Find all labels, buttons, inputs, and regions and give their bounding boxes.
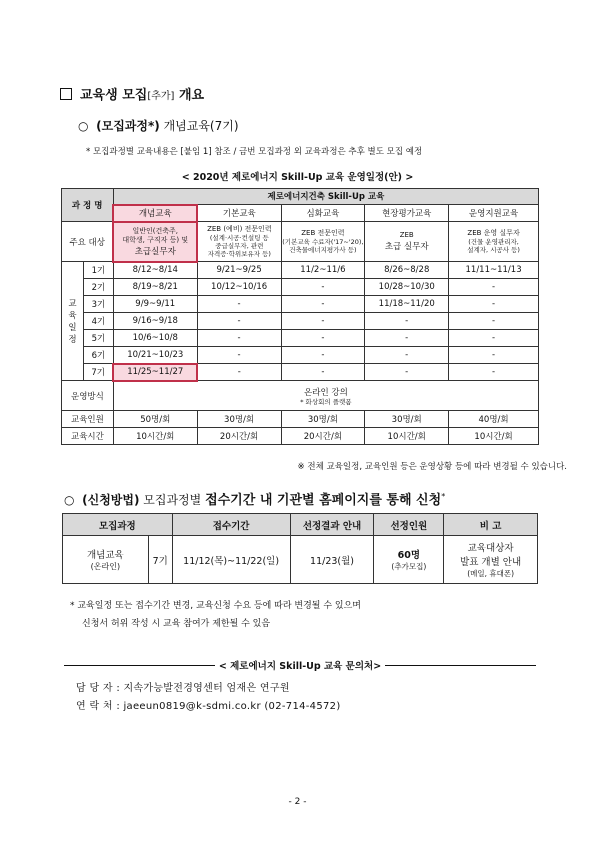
trainees-cell: 30명/회 [365,411,449,428]
heading-title-end: 개요 [174,88,205,103]
apply-count: 60명 [397,550,421,561]
schedule-cell: - [365,313,449,330]
apply-remark-cell [444,536,538,584]
target-text: (건물 운영관리자, [468,238,519,246]
term-cell: 1기 [83,262,113,279]
schedule-caption: < 2020년 제로에너지 Skill-Up 교육 운영일정(안) > [181,172,414,183]
schedule-cell: - [197,330,281,347]
schedule-cell: 9/9~9/11 [113,296,197,313]
period-label: 교육일정 [62,262,84,381]
apply-header: 선정결과 안내 [290,514,374,536]
contact-reach: 연 락 처 : jaeeun0819@k-sdmi.co.kr (02-714-4572) [76,701,341,712]
trainees-cell: 30명/회 [197,411,281,428]
schedule-footnote: ※ 전체 교육일정, 교육인원 등은 운영상황 등에 따라 변경될 수 있습니다. [297,462,567,472]
schedule-cell: 8/26~8/28 [365,262,449,279]
target-cell [365,222,449,262]
target-cell [449,222,539,262]
contact-title [64,658,536,672]
apply-header: 비 고 [444,514,538,536]
trainees-cell: 30명/회 [281,411,365,428]
apply-header: 선정인원 [374,514,444,536]
target-cell [197,222,281,262]
apply-count-sub: (추가모집) [391,562,427,571]
recruit-label: (모집과정*) [96,119,160,133]
term-cell: 2기 [83,279,113,296]
target-text: ZEB 운영 실무자 [467,229,520,237]
schedule-cell: - [449,296,539,313]
schedule-cell: - [281,347,365,364]
schedule-cell: - [449,330,539,347]
schedule-cell: - [281,364,365,381]
term-cell: 6기 [83,347,113,364]
apply-course-sub: (온라인) [90,562,121,571]
schedule-cell: - [281,279,365,296]
schedule-cell: 8/12~8/14 [113,262,197,279]
recruit-text: 개념교육(7기) [159,119,239,133]
schedule-cell: 11/18~11/20 [365,296,449,313]
hours-cell: 20시간/회 [197,428,281,445]
schedule-cell: 10/12~10/16 [197,279,281,296]
header-course-name: 과 정 명 [62,189,114,222]
schedule-cell: - [197,347,281,364]
hours-cell: 20시간/회 [281,428,365,445]
schedule-cell: - [365,330,449,347]
hours-cell: 10시간/회 [449,428,539,445]
schedule-cell: - [365,364,449,381]
schedule-cell: - [281,296,365,313]
apply-label: (신청방법) [82,493,140,507]
apply-table [62,513,538,584]
schedule-cell: - [449,364,539,381]
schedule-row [62,279,539,296]
term-cell: 4기 [83,313,113,330]
contact-title-text: < 제로에너지 Skill-Up 교육 문의처> [215,661,385,672]
apply-text: 모집과정별 [139,493,206,507]
target-text: 대학생, 구직자 등) 및 [122,235,189,244]
apply-course-name: 개념교육 [87,550,124,561]
course-header: 개념교육 [113,205,197,222]
target-text: 초급실무자 [134,246,176,257]
method-cell [113,381,538,411]
schedule-cell: 10/21~10/23 [113,347,197,364]
target-text: ZEB (예비) 전문인력 [207,225,272,233]
heading-tag: [추가] [147,91,175,102]
header-program: 제로에너지건축 Skill-Up 교육 [113,189,538,205]
method-label: 운영방식 [62,381,114,411]
hours-cell: 10시간/회 [113,428,197,445]
schedule-cell: - [197,296,281,313]
apply-note [70,597,540,633]
target-text: ZEB [399,231,414,239]
course-header: 운영지원교육 [449,205,539,222]
page-number: - 2 - [288,797,307,807]
schedule-cell: 10/6~10/8 [113,330,197,347]
schedule-cell: - [281,313,365,330]
target-text: 초급 실무자 [384,242,429,252]
schedule-cell: 9/21~9/25 [197,262,281,279]
schedule-cell: - [365,347,449,364]
trainees-cell: 40명/회 [449,411,539,428]
course-header: 현장평가교육 [365,205,449,222]
apply-remark: 발표 개별 안내 [460,557,522,568]
apply-term: 7기 [148,536,172,584]
target-text: (기본교육 수료자('17~'20), [282,238,364,246]
apply-star: * [441,492,446,501]
apply-line [64,489,445,508]
contact-header [64,658,536,672]
target-label: 주요 대상 [62,222,114,262]
schedule-cell: - [449,313,539,330]
schedule-cell: 11/25~11/27 [113,364,197,381]
schedule-cell: - [281,330,365,347]
schedule-cell: - [197,313,281,330]
schedule-row [62,262,539,279]
schedule-row [62,296,539,313]
schedule-cell: - [449,279,539,296]
schedule-cell: - [449,347,539,364]
checkbox-square-icon [60,88,72,100]
target-text: 자격증·학위보유자 등) [207,250,271,258]
apply-header: 모집과정 [63,514,173,536]
apply-period: 11/12(목)~11/22(일) [172,536,290,584]
schedule-cell: 9/16~9/18 [113,313,197,330]
schedule-table [61,188,539,445]
apply-note-line: * 교육일정 또는 접수기간 변경, 교육신청 수요 등에 따라 변경될 수 있으며 [70,601,361,611]
method-sub: * 화상회의 플랫폼 [300,397,352,406]
schedule-cell: 11/11~11/13 [449,262,539,279]
circle-bullet-icon: ○ [78,119,89,133]
schedule-row [62,330,539,347]
apply-result-date: 11/23(월) [290,536,374,584]
trainees-cell: 50명/회 [113,411,197,428]
target-text: (설계·시공·컨설팅 등 [209,234,269,242]
apply-emphasis: 접수기간 내 기관별 홈페이지를 통해 신청 [205,493,442,508]
term-cell: 7기 [83,364,113,381]
trainees-label: 교육인원 [62,411,114,428]
contact-person: 담 당 자 : 지속가능발전경영센터 엄재은 연구원 [76,683,290,694]
course-header: 심화교육 [281,205,365,222]
apply-note-line: 신청서 허위 작성 시 교육 참여가 제한될 수 있음 [82,619,271,629]
circle-bullet-icon: ○ [64,493,75,507]
apply-header: 접수기간 [172,514,290,536]
schedule-row [62,313,539,330]
term-cell: 3기 [83,296,113,313]
apply-remark: (메일, 휴대폰) [467,569,515,578]
course-header: 기본교육 [197,205,281,222]
schedule-cell: - [197,364,281,381]
recruit-note: * 모집과정별 교육내용은 [붙임 1] 참조 / 금번 모집과정 외 교육과정은 추후 별도 모집 예정 [86,147,423,157]
recruit-line [78,117,239,134]
schedule-cell: 10/28~10/30 [365,279,449,296]
method-main: 온라인 강의 [304,387,348,398]
heading-title: 교육생 모집 [80,88,148,103]
apply-remark: 교육대상자 [467,543,514,554]
target-cell [113,222,197,262]
schedule-row [62,364,539,381]
apply-course-cell [63,536,149,584]
apply-count-cell [374,536,444,584]
target-cell [281,222,365,262]
target-text: 건축물에너지평가사 등) [289,246,357,254]
schedule-cell: 11/2~11/6 [281,262,365,279]
target-text: 중급실무자, 관련 [215,242,264,250]
schedule-cell: 8/19~8/21 [113,279,197,296]
section-heading [60,84,204,103]
target-text: ZEB 전문인력 [301,229,345,237]
schedule-row [62,347,539,364]
target-text: 설계자, 시공사 등) [467,246,520,254]
target-text: 일반인(건축주, [132,226,179,235]
hours-cell: 10시간/회 [365,428,449,445]
hours-label: 교육시간 [62,428,114,445]
term-cell: 5기 [83,330,113,347]
